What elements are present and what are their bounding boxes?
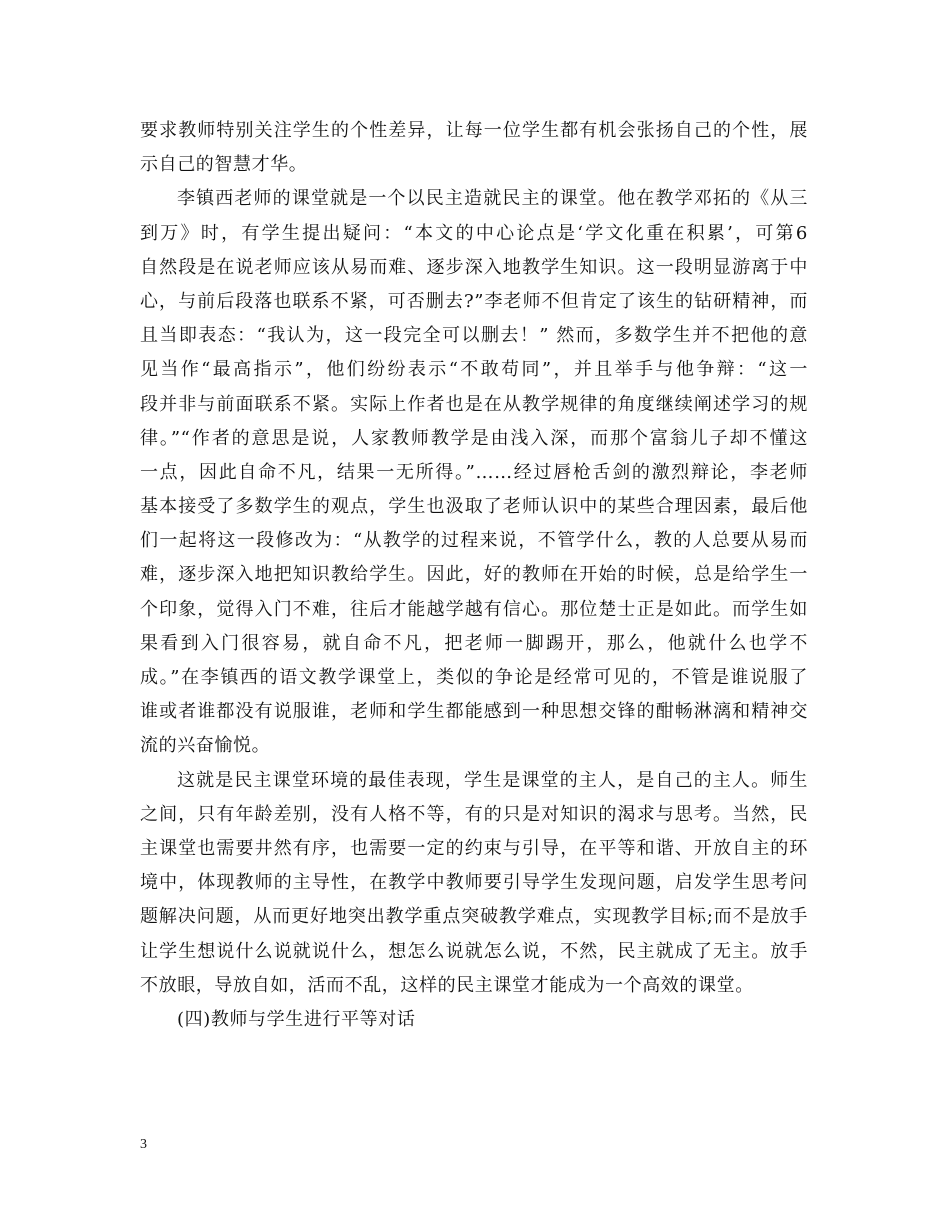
paragraph-line: 心，与前后段落也联系不紧，可否删去?”李老师不但肯定了该生的钻研精神，而 bbox=[140, 290, 808, 312]
paragraph-line: 见当作“最高指示”，他们纷纷表示“不敢苟同”，并且举手与他争辩：“这一 bbox=[140, 359, 808, 381]
paragraph-line: 主课堂也需要井然有序，也需要一定的约束与引导，在平等和谐、开放自主的环 bbox=[140, 837, 808, 859]
paragraph-line: 这就是民主课堂环境的最佳表现，学生是课堂的主人，是自己的主人。师生 bbox=[177, 769, 808, 791]
paragraph-line: 要求教师特别关注学生的个性差异，让每一位学生都有机会张扬自己的个性，展 bbox=[140, 120, 808, 141]
paragraph-line: 成。”在李镇西的语文教学课堂上，类似的争论是经常可见的，不管是谁说服了 bbox=[140, 667, 808, 688]
paragraph-line: 谁或者谁都没有说服谁，老师和学生都能感到一种思想交锋的酣畅淋漓和精神交 bbox=[140, 701, 808, 723]
paragraph-line: 个印象，觉得入门不难，往后才能越学越有信心。那位楚士正是如此。而学生如 bbox=[140, 598, 808, 620]
paragraph-line: 律。”“作者的意思是说，人家教师教学是由浅入深，而那个富翁儿子却不懂这 bbox=[140, 427, 808, 449]
paragraph-line: 一点，因此自命不凡，结果一无所得。”……经过唇枪舌剑的激烈辩论，李老师 bbox=[140, 461, 808, 483]
body-text bbox=[140, 114, 808, 1037]
paragraph-line: 境中，体现教师的主导性，在教学中教师要引导学生发现问题，启发学生思考问 bbox=[140, 872, 808, 894]
paragraph-line: 自然段是在说老师应该从易而难、逐步深入地教学生知识。这一段明显游离于中 bbox=[140, 256, 808, 278]
paragraph-line: 流的兴奋愉悦。 bbox=[140, 735, 271, 757]
paragraph-line: 李镇西老师的课堂就是一个以民主造就民主的课堂。他在教学邓拓的《从三 bbox=[177, 188, 808, 210]
paragraph-line: 不放眼，导放自如，活而不乱，这样的民主课堂才能成为一个高效的课堂。 bbox=[140, 974, 754, 996]
paragraph-line: 让学生想说什么说就说什么，想怎么说就怎么说，不然，民主就成了无主。放手 bbox=[140, 940, 808, 962]
paragraph-line: 题解决问题，从而更好地突出教学重点突破教学难点，实现教学目标;而不是放手 bbox=[140, 906, 808, 928]
paragraph-line: 段并非与前面联系不紧。实际上作者也是在从教学规律的角度继续阐述学习的规 bbox=[140, 393, 808, 415]
paragraph-line: 基本接受了多数学生的观点，学生也汲取了老师认识中的某些合理因素，最后他 bbox=[140, 496, 808, 518]
paragraph-line: 难，逐步深入地把知识教给学生。因此，好的教师在开始的时候，总是给学生一 bbox=[140, 564, 808, 586]
page-number: 3 bbox=[140, 1137, 147, 1152]
paragraph-line: 到万》时，有学生提出疑问：“本文的中心论点是‘学文化重在积累’，可第6 bbox=[140, 222, 808, 244]
paragraph-line: 们一起将这一段修改为：“从教学的过程来说，不管学什么，教的人总要从易而 bbox=[140, 530, 808, 552]
paragraph-line: 果看到入门很容易，就自命不凡，把老师一脚踢开，那么，他就什么也学不 bbox=[140, 632, 808, 654]
paragraph-line: 之间，只有年龄差别，没有人格不等，有的只是对知识的渴求与思考。当然，民 bbox=[140, 803, 808, 825]
paragraph-line: 且当即表态：“我认为，这一段完全可以删去！” 然而，多数学生并不把他的意 bbox=[140, 325, 808, 347]
section-heading: (四)教师与学生进行平等对话 bbox=[177, 1008, 416, 1030]
paragraph-line: 示自己的智慧才华。 bbox=[140, 154, 308, 176]
